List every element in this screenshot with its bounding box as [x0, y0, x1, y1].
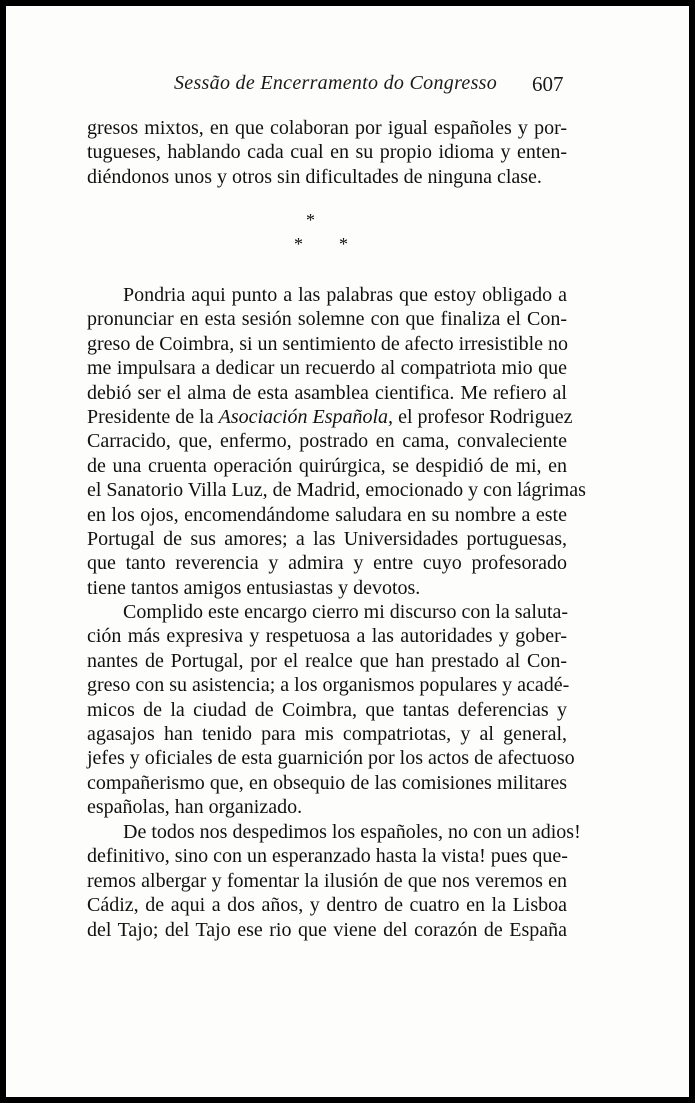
text-line: Cádiz, de aqui a dos años, y dentro de cuatro en la Lisboa — [87, 894, 567, 917]
text-line: compañerismo que, en obsequio de las comisiones militares — [87, 771, 567, 794]
text-fragment: el profesor Rodriguez — [393, 405, 573, 428]
text-line: gresos mixtos, en que colaboran por igual españoles y por- — [87, 117, 567, 139]
asterism-star: * — [306, 210, 315, 230]
paragraph-farewell — [87, 283, 586, 600]
association-name: Asociación Española, — [218, 405, 394, 428]
book-page — [6, 6, 689, 1097]
asterism-star: * — [339, 234, 348, 254]
text-line: diéndonos unos y otros sin dificultades de ninguna clase. — [87, 165, 542, 188]
text-line: remos albergar y fomentar la ilusión de que nos veremos en — [87, 869, 567, 892]
text-line: tugueses, hablando cada cual en su propio idioma y enten- — [87, 141, 567, 164]
paragraph-salutation — [87, 600, 575, 820]
text-line: greso de Coimbra, si un sentimiento de afecto irresistible no — [87, 332, 568, 355]
text-line: españolas, han organizado. — [87, 796, 303, 819]
text-line: definitivo, sino con un esperanzado hasta la vista! pues que- — [87, 845, 568, 868]
text-line: Portugal de sus amores; a las Universidades portuguesas, — [87, 527, 567, 550]
text-line: De todos nos despedimos los españoles, no con un adios! — [123, 821, 581, 843]
text-line: que tanto reverencia y admira y entre cuyo profesorado — [87, 552, 567, 575]
text-line: nantes de Portugal, por el realce que han prestado al Con- — [87, 649, 567, 672]
text-line: el Sanatorio Villa Luz, de Madrid, emocionado y con lágrimas — [87, 479, 586, 502]
text-line: de una cruenta operación quirúrgica, se despidió de mi, en — [87, 454, 567, 477]
text-line: agasajos han tenido para mis compatriotas, y al general, — [87, 722, 567, 745]
text-line: del Tajo; del Tajo ese rio que viene del corazón de España — [87, 918, 567, 941]
asterism-star: * — [294, 234, 303, 254]
text-line: Carracido, que, enfermo, postrado en cama, convaleciente — [87, 430, 567, 453]
text-line: tiene tantos amigos entusiastas y devotos. — [87, 576, 421, 599]
page-number: 607 — [532, 72, 564, 96]
text-fragment: Presidente de la — [87, 405, 219, 428]
text-line: debió ser el alma de esta asamblea cientifica. Me refiero al — [87, 381, 567, 404]
text-line — [87, 405, 573, 429]
text-line: me impulsara a dedicar un recuerdo al compatriota mio que — [87, 357, 567, 380]
text-line: pronunciar en esta sesión solemne con que finaliza el Con- — [87, 308, 567, 331]
paragraph-continued — [87, 116, 567, 189]
text-line: jefes y oficiales de esta guarnición por los actos de afectuoso — [87, 747, 575, 770]
running-title: Sessão de Encerramento do Congresso — [174, 72, 498, 94]
text-line: micos de la ciudad de Coimbra, que tantas deferencias y — [87, 698, 567, 721]
text-line: en los ojos, encomendándome saludara en su nombre a este — [87, 503, 567, 526]
page-header — [6, 72, 689, 102]
text-line: greso con su asistencia; a los organismos populares y acadé- — [87, 674, 570, 697]
paragraph-despedida — [87, 820, 581, 942]
text-line: ción más expresiva y respetuosa a las autoridades y gober- — [87, 625, 567, 648]
text-line: Complido este encargo cierro mi discurso con la saluta- — [123, 601, 569, 623]
text-line: Pondria aqui punto a las palabras que estoy obligado a — [123, 284, 567, 306]
